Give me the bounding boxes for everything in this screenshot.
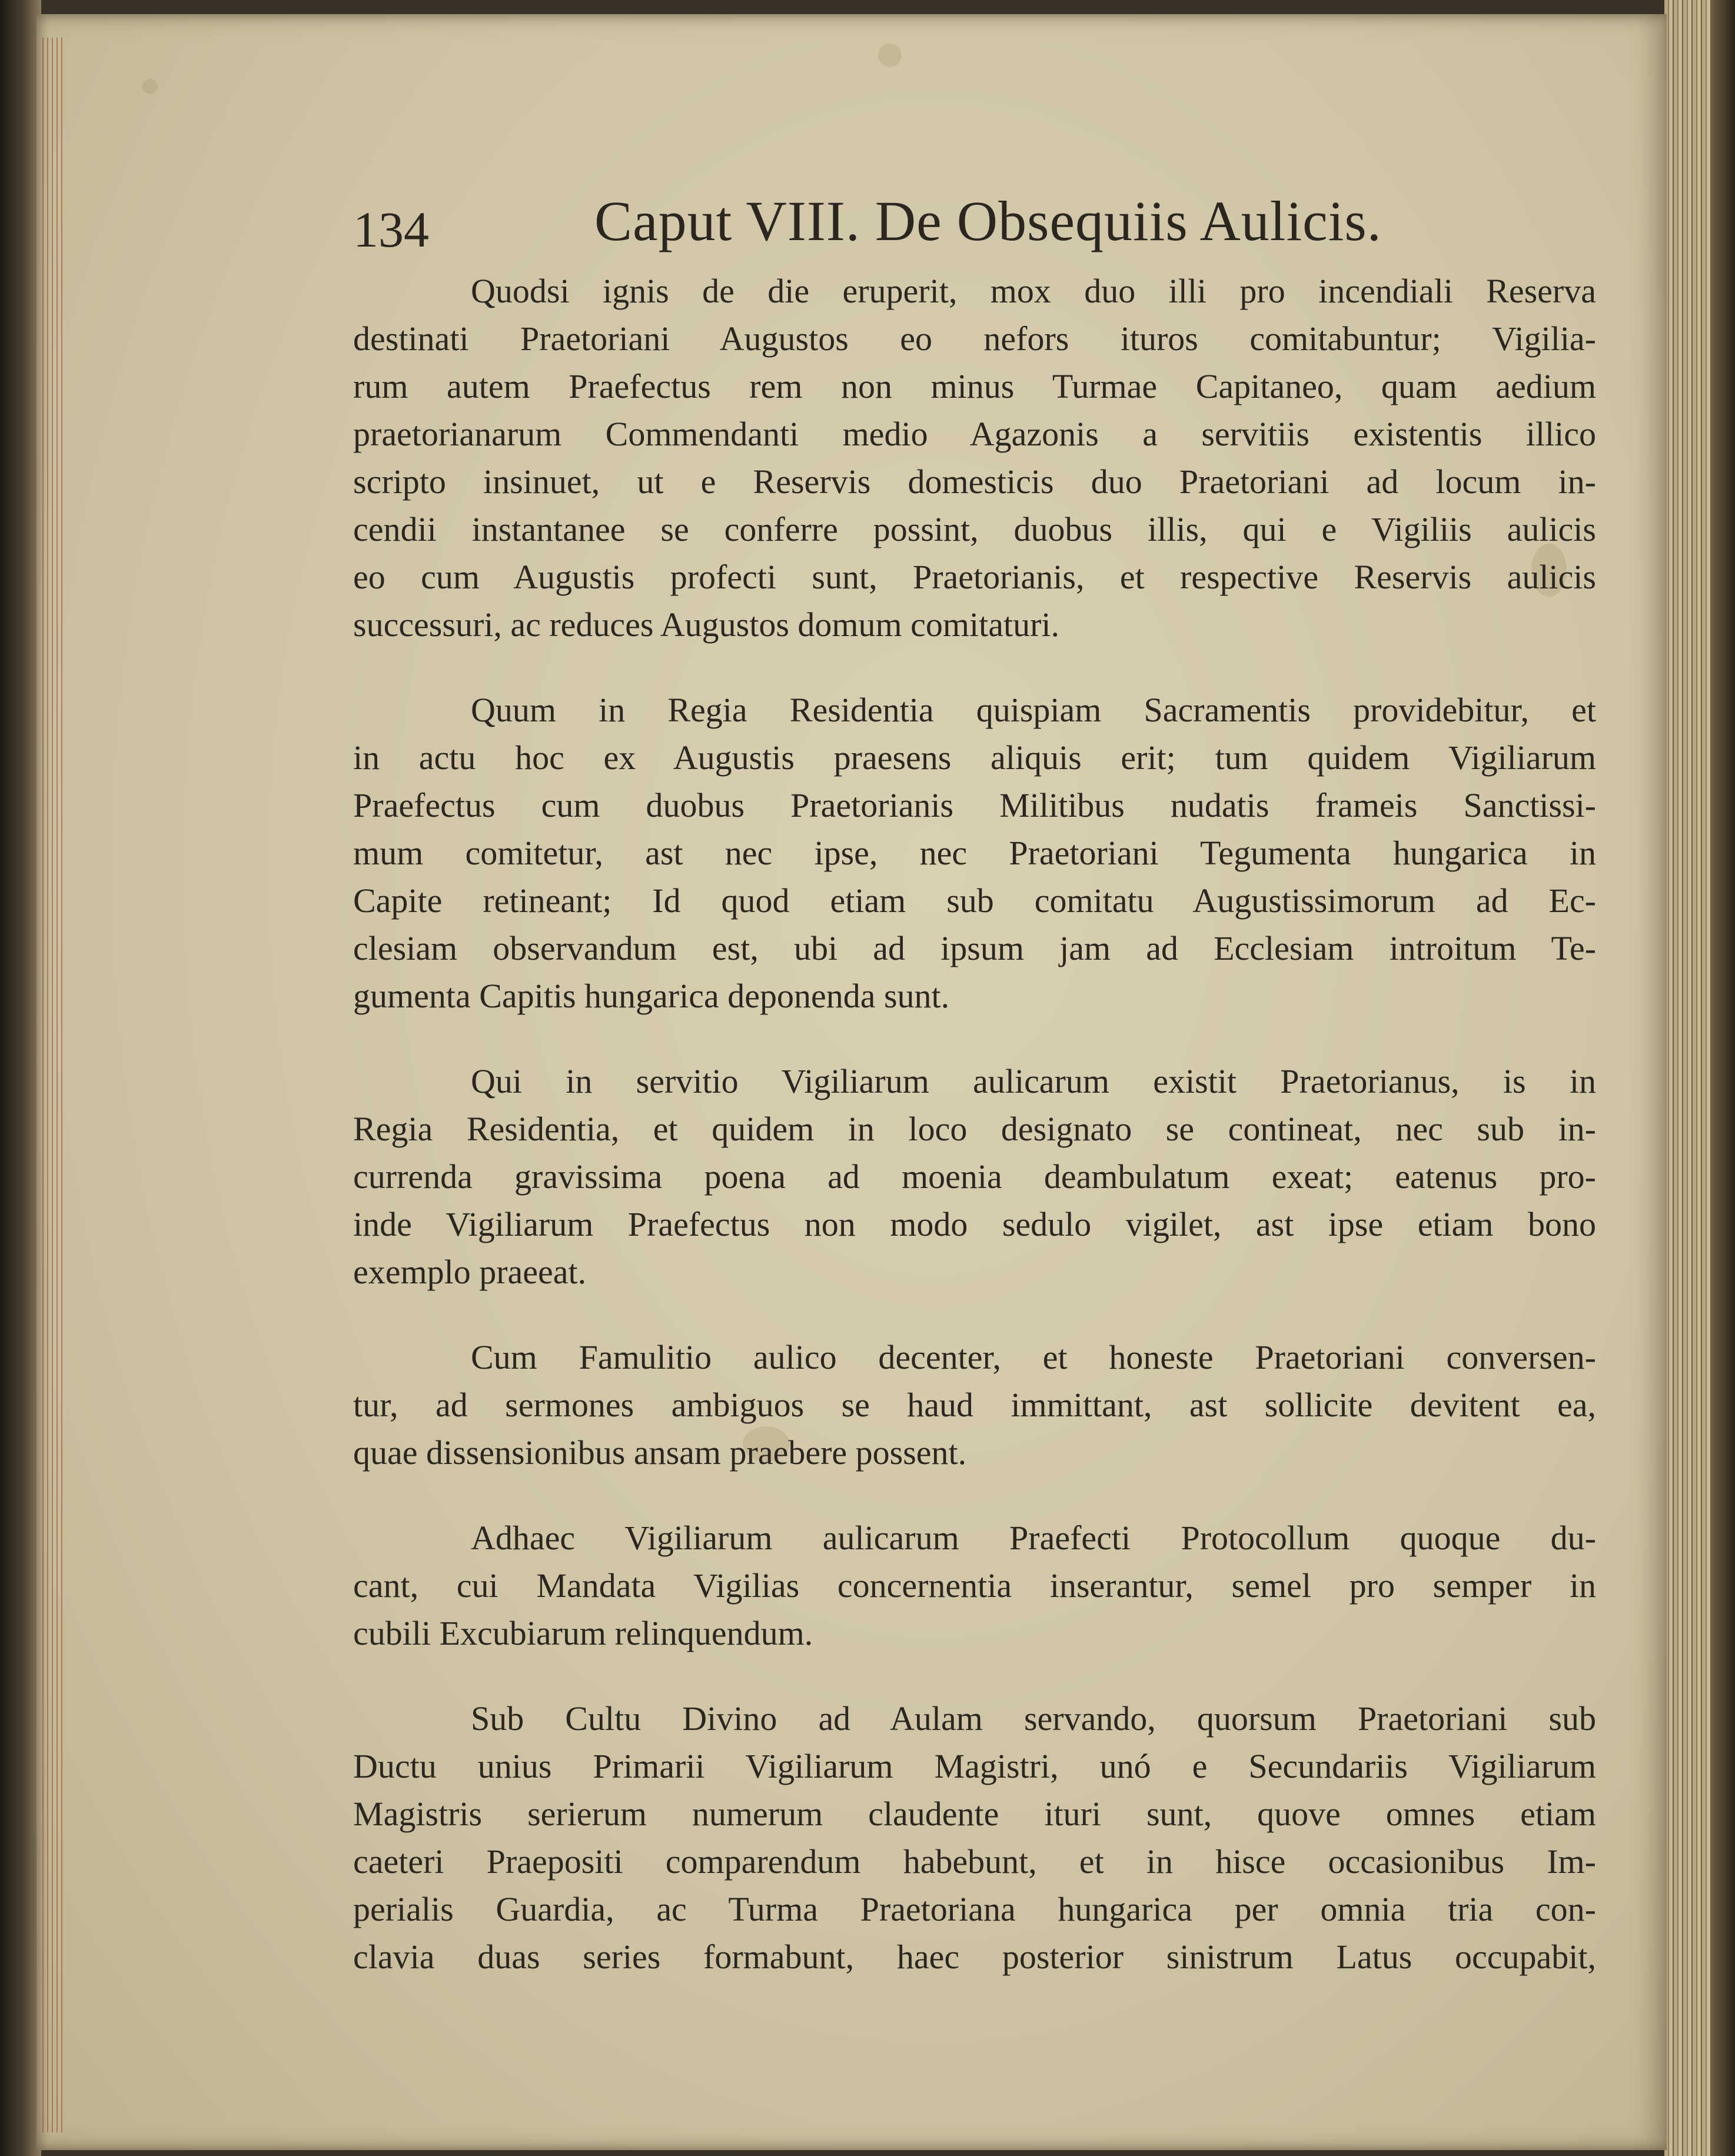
text-line: exemplo praeeat. <box>353 1253 587 1291</box>
text-line: cendii instantanee se conferre possint, duobus illis, qui e Vigiliis aulicis <box>353 510 1596 548</box>
page-stack-shadow <box>1711 0 1735 2156</box>
paragraph <box>353 267 1596 648</box>
paragraph <box>353 1514 1596 1657</box>
page-text <box>353 185 1596 2018</box>
text-line: Cum Famulitio aulico decenter, et honeste Praetoriani conversen- <box>471 1338 1596 1376</box>
text-line: mum comitetur, ast nec ipse, nec Praetoriani Tegumenta hungarica in <box>353 834 1596 872</box>
text-line: clavia duas series formabunt, haec posterior sinistrum Latus occupabit, <box>353 1938 1596 1976</box>
paragraph <box>353 1695 1596 1981</box>
running-title: Caput VIII. De Obsequiis Aulicis. <box>594 189 1382 252</box>
text-line: cant, cui Mandata Vigilias concernentia inserantur, semel pro semper in <box>353 1566 1596 1605</box>
text-line: clesiam observandum est, ubi ad ipsum jam ad Ecclesiam introitum Te- <box>353 929 1596 967</box>
text-line: Quodsi ignis de die eruperit, mox duo illi pro incendiali Reserva <box>471 272 1596 310</box>
paragraph <box>353 686 1596 1020</box>
text-line: Sub Cultu Divino ad Aulam servando, quorsum Praetoriani sub <box>471 1699 1596 1738</box>
text-line: perialis Guardia, ac Turma Praetoriana hungarica per omnia tria con- <box>353 1890 1596 1928</box>
text-line: Adhaec Vigiliarum aulicarum Praefecti Protocollum quoque du- <box>471 1519 1596 1557</box>
book-page <box>36 14 1667 2150</box>
text-line: in actu hoc ex Augustis praesens aliquis erit; tum quidem Vigiliarum <box>353 738 1596 777</box>
paper-stain <box>142 79 158 94</box>
book-binding-edge <box>0 0 41 2156</box>
text-line: tur, ad sermones ambiguos se haud immittant, ast sollicite devitent ea, <box>353 1386 1596 1424</box>
text-line: eo cum Augustis profecti sunt, Praetorianis, et respective Reservis aulicis <box>353 558 1596 596</box>
page-header <box>353 185 1596 267</box>
paragraph <box>353 1057 1596 1296</box>
paper-stain <box>878 44 902 67</box>
text-line: Ductu unius Primarii Vigiliarum Magistri, unó e Secundariis Vigiliarum <box>353 1747 1596 1785</box>
text-line: Praefectus cum duobus Praetorianis Militibus nudatis frameis Sanctissi- <box>353 786 1596 824</box>
text-line: Quum in Regia Residentia quispiam Sacramentis providebitur, et <box>471 691 1596 729</box>
text-line: Regia Residentia, et quidem in loco designato se contineat, nec sub in- <box>353 1110 1596 1148</box>
text-line: scripto insinuet, ut e Reservis domesticis duo Praetoriani ad locum in- <box>353 463 1596 501</box>
text-line: rum autem Praefectus rem non minus Turmae Capitaneo, quam aedium <box>353 367 1596 405</box>
text-line: successuri, ac reduces Augustos domum comitaturi. <box>353 605 1060 644</box>
text-line: inde Vigiliarum Praefectus non modo sedulo vigilet, ast ipse etiam bono <box>353 1205 1596 1243</box>
text-line: praetorianarum Commendanti medio Agazonis a servitiis existentis illico <box>353 415 1596 453</box>
text-line: currenda gravissima poena ad moenia deambulatum exeat; eatenus pro- <box>353 1157 1596 1196</box>
paragraph <box>353 1333 1596 1476</box>
page-margin-edges <box>42 38 66 2132</box>
page-number: 134 <box>353 201 429 258</box>
text-line: gumenta Capitis hungarica deponenda sunt. <box>353 977 950 1015</box>
text-line: cubili Excubiarum relinquendum. <box>353 1614 813 1652</box>
text-line: caeteri Praepositi comparendum habebunt, et in hisce occasionibus Im- <box>353 1842 1596 1881</box>
text-line: Qui in servitio Vigiliarum aulicarum existit Praetorianus, is in <box>471 1062 1596 1100</box>
text-line: quae dissensionibus ansam praebere possent. <box>353 1433 967 1472</box>
text-line: Magistris serierum numerum claudente ituri sunt, quove omnes etiam <box>353 1795 1596 1833</box>
text-line: destinati Praetoriani Augustos eo nefors ituros comitabuntur; Vigilia- <box>353 320 1596 358</box>
text-line: Capite retineant; Id quod etiam sub comitatu Augustissimorum ad Ec- <box>353 881 1596 920</box>
body-text <box>353 267 1596 1981</box>
